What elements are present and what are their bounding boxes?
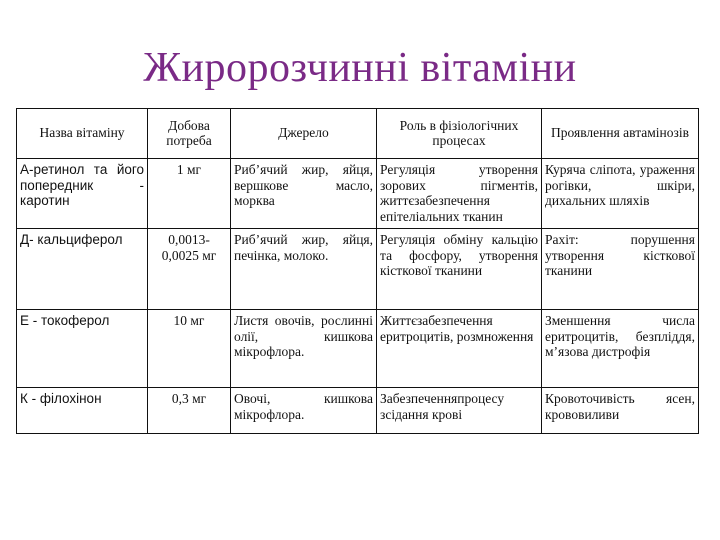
vitamin-source: Листя овочів, рослинні олії, кишкова мікрофлора. (231, 310, 377, 388)
vitamin-name: Д- кальциферол (17, 229, 148, 310)
daily-dose: 1 мг (148, 159, 231, 229)
header-dose: Добова потреба (148, 109, 231, 159)
vitamin-role: Регуляція утворення зорових пігментів, життєзабезпечення епітеліальних тканин (377, 159, 542, 229)
vitamin-source: Риб’ячий жир, яйця, вершкове масло, морква (231, 159, 377, 229)
vitamin-name: А-ретинол та його попередник - каротин (17, 159, 148, 229)
header-source: Джерело (231, 109, 377, 159)
table-header-row (17, 109, 699, 159)
daily-dose: 0,3 мг (148, 388, 231, 434)
header-role: Роль в фізіологічних процесах (377, 109, 542, 159)
daily-dose: 0,0013-0,0025 мг (148, 229, 231, 310)
deficiency-signs: Куряча сліпота, ураження рогівки, шкіри, дихальних шляхів (542, 159, 699, 229)
deficiency-signs: Зменшення числа еритроцитів, безпліддя, м’язова дистрофія (542, 310, 699, 388)
vitamin-role: Забезпеченняпроцесу зсідання крові (377, 388, 542, 434)
vitamin-name: Е - токоферол (17, 310, 148, 388)
table-row (17, 388, 699, 434)
vitamin-source: Овочі, кишкова мікрофлора. (231, 388, 377, 434)
table-row (17, 159, 699, 229)
vitamins-table (16, 108, 699, 434)
header-deficiency: Проявлення автамінозів (542, 109, 699, 159)
vitamin-role: Регуляція обміну кальцію та фосфору, утворення кісткової тканини (377, 229, 542, 310)
daily-dose: 10 мг (148, 310, 231, 388)
vitamin-name: К - філохінон (17, 388, 148, 434)
header-name: Назва вітаміну (17, 109, 148, 159)
table-row (17, 229, 699, 310)
vitamin-role: Життєзабезпечення еритроцитів, розмноження (377, 310, 542, 388)
table-row (17, 310, 699, 388)
deficiency-signs: Кровоточивість ясен, крововиливи (542, 388, 699, 434)
vitamin-source: Риб’ячий жир, яйця, печінка, молоко. (231, 229, 377, 310)
deficiency-signs: Рахіт: порушення утворення кісткової тканини (542, 229, 699, 310)
slide-title: Жиророзчинні вітаміни (143, 45, 577, 91)
